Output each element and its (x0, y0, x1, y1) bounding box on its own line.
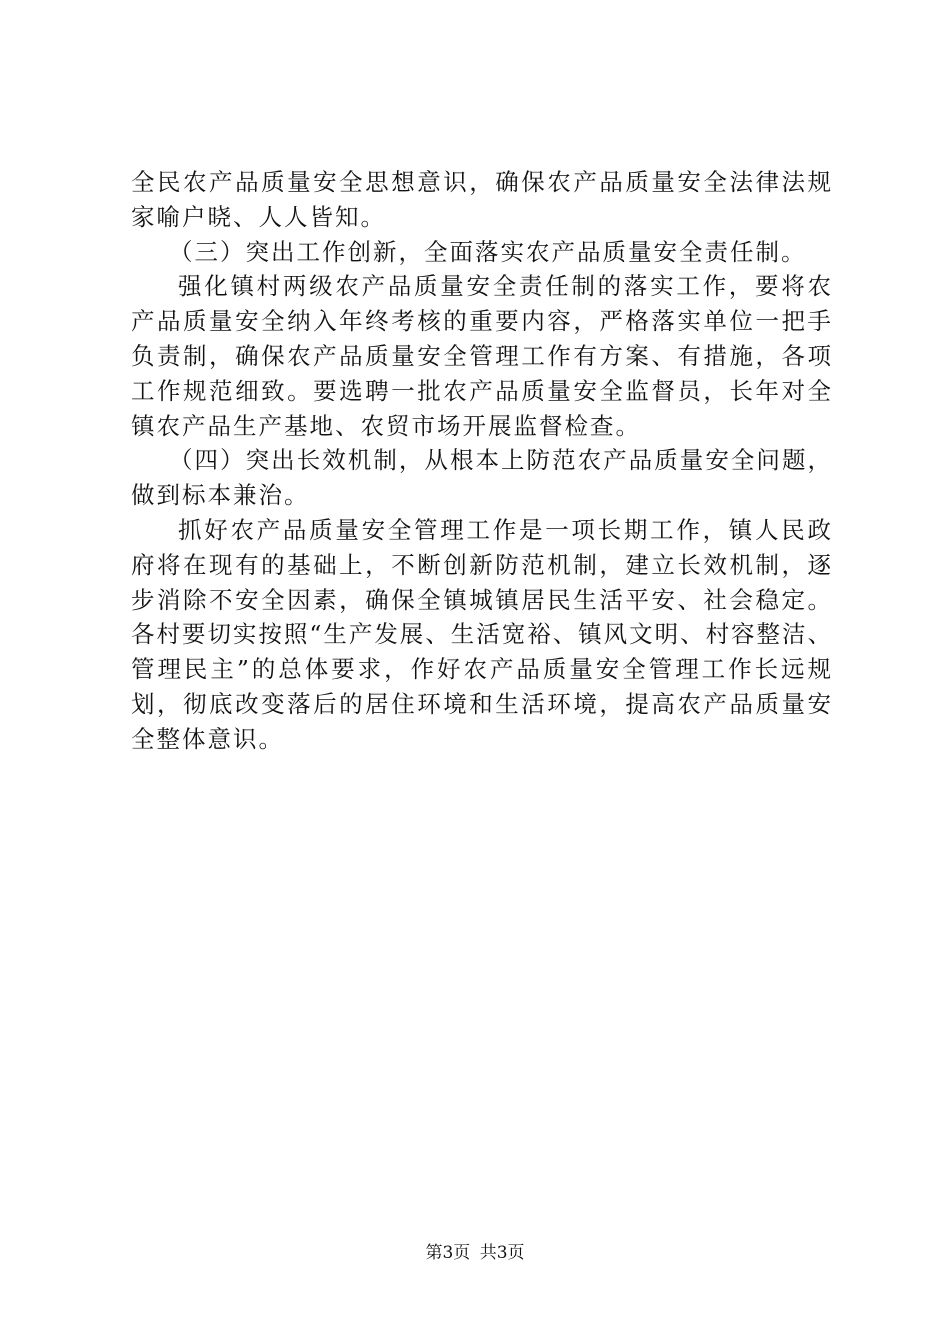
text-line: 产品质量安全纳入年终考核的重要内容，严格落实单位一把手 (131, 307, 831, 336)
text-line: 负责制，确保农产品质量安全管理工作有方案、有措施，各项 (131, 341, 831, 370)
text-line: 镇农产品生产基地、农贸市场开展监督检查。 (131, 411, 641, 440)
page-number: 第3页 (425, 1243, 471, 1263)
text-line: 步消除不安全因素，确保全镇城镇居民生活平安、社会稳定。 (131, 585, 831, 614)
text-line: 抓好农产品质量安全管理工作是一项长期工作，镇人民政 (178, 515, 831, 544)
text-line: 全整体意识。 (131, 724, 284, 753)
text-line: 工作规范细致。要选聘一批农产品质量安全监督员，长年对全 (131, 376, 831, 405)
section-heading: （四）突出长效机制，从根本上防范农产品质量安全问题， (169, 446, 831, 475)
text-line: 划，彻底改变落后的居住环境和生活环境，提高农产品质量安 (131, 689, 831, 718)
text-line: 全民农产品质量安全思想意识，确保农产品质量安全法律法规 (131, 168, 831, 196)
text-line: 强化镇村两级农产品质量安全责任制的落实工作，要将农 (178, 272, 831, 301)
text-line: 家喻户晓、人人皆知。 (131, 202, 386, 231)
document-body (131, 165, 831, 757)
section-heading-cont: 做到标本兼治。 (131, 481, 310, 510)
text-line: 管理民主”的总体要求，作好农产品质量安全管理工作长远规 (131, 655, 831, 684)
page-footer (0, 1242, 950, 1264)
text-line: 各村要切实按照“生产发展、生活宽裕、镇风文明、村容整洁、 (131, 620, 831, 649)
page-total: 共3页 (479, 1243, 525, 1263)
section-heading: （三）突出工作创新，全面落实农产品质量安全责任制。 (169, 237, 807, 266)
text-line: 府将在现有的基础上，不断创新防范机制，建立长效机制，逐 (131, 550, 831, 579)
